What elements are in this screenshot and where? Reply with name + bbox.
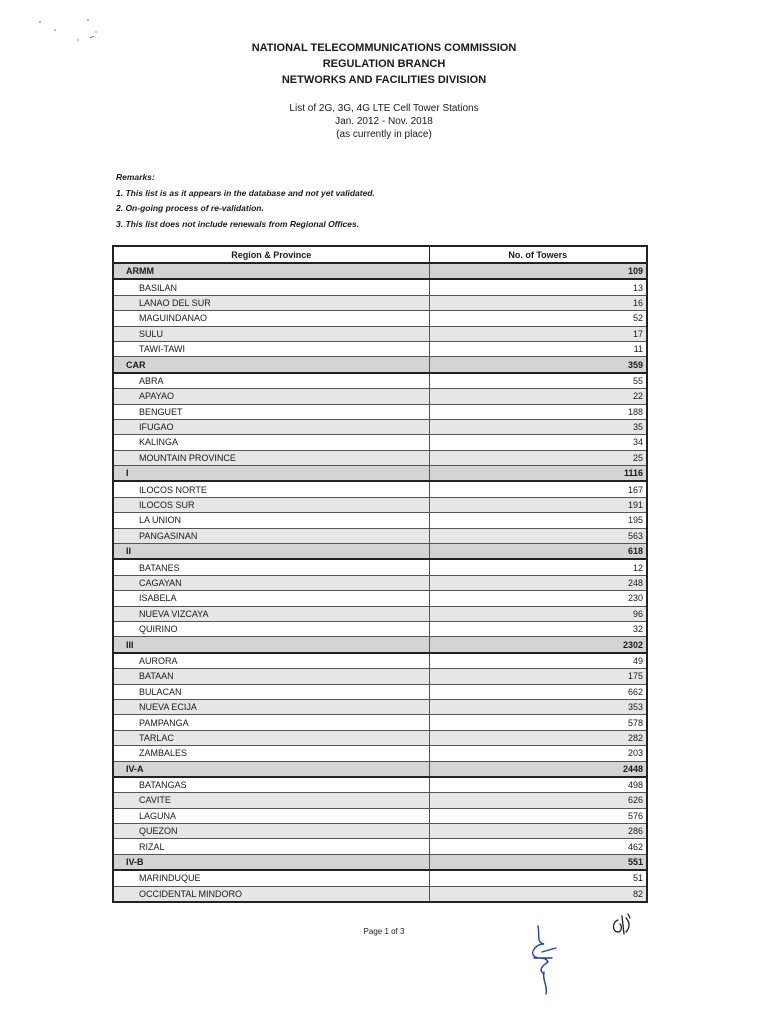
- tower-count: 175: [429, 669, 647, 684]
- tower-count: 191: [429, 497, 647, 512]
- province-name: BULACAN: [113, 684, 429, 699]
- remark-item: 3. This list does not include renewals from Regional Offices.: [116, 218, 360, 229]
- province-name: CAGAYAN: [113, 575, 429, 590]
- province-row: [113, 606, 647, 621]
- province-row: [113, 870, 647, 886]
- province-name: ZAMBALES: [113, 746, 429, 761]
- province-name: TARLAC: [113, 730, 429, 745]
- list-title: List of 2G, 3G, 4G LTE Cell Tower Stations: [289, 103, 479, 114]
- province-name: PAMPANGA: [113, 715, 429, 730]
- tower-count: 49: [429, 653, 647, 669]
- province-row: [113, 528, 647, 543]
- province-name: BENGUET: [113, 404, 429, 419]
- region-row: [113, 466, 647, 482]
- province-name: APAYAO: [113, 389, 429, 404]
- province-name: ILOCOS NORTE: [113, 481, 429, 497]
- province-row: [113, 839, 647, 854]
- tower-count: 34: [429, 435, 647, 450]
- tower-count: 12: [429, 559, 647, 575]
- division-name: NETWORKS AND FACILITIES DIVISION: [281, 74, 487, 86]
- province-name: CAVITE: [113, 793, 429, 808]
- column-header-region: Region & Province: [113, 246, 429, 263]
- tower-count: 11: [429, 341, 647, 356]
- province-row: [113, 435, 647, 450]
- tower-count: 563: [429, 528, 647, 543]
- document-subtitle: [0, 102, 768, 141]
- tower-count: 16: [429, 295, 647, 310]
- tower-count: 551: [429, 854, 647, 870]
- province-row: [113, 311, 647, 326]
- tower-count: 1116: [429, 466, 647, 482]
- tower-table: [112, 245, 648, 903]
- province-row: [113, 326, 647, 341]
- province-row: [113, 730, 647, 745]
- province-name: MOUNTAIN PROVINCE: [113, 450, 429, 465]
- province-row: [113, 559, 647, 575]
- province-name: PANGASINAN: [113, 528, 429, 543]
- tower-count: 13: [429, 279, 647, 295]
- tower-count: 618: [429, 544, 647, 560]
- region-row: [113, 854, 647, 870]
- province-name: BATAAN: [113, 669, 429, 684]
- region-row: [113, 544, 647, 560]
- province-row: [113, 808, 647, 823]
- tower-count: 578: [429, 715, 647, 730]
- province-row: [113, 824, 647, 839]
- province-name: ABRA: [113, 373, 429, 389]
- tower-count: 52: [429, 311, 647, 326]
- region-row: [113, 263, 647, 279]
- province-row: [113, 341, 647, 356]
- province-row: [113, 793, 647, 808]
- province-name: QUIRINO: [113, 621, 429, 636]
- tower-count: 55: [429, 373, 647, 389]
- tower-count: 82: [429, 886, 647, 902]
- province-row: [113, 886, 647, 902]
- tower-count: 51: [429, 870, 647, 886]
- document-header: [0, 40, 768, 88]
- province-name: BATANGAS: [113, 777, 429, 793]
- agency-name: NATIONAL TELECOMMUNICATIONS COMMISSION: [251, 42, 517, 54]
- province-name: NUEVA ECIJA: [113, 699, 429, 714]
- page-number: Page 1 of 3: [363, 927, 405, 936]
- tower-count: 498: [429, 777, 647, 793]
- province-name: BATANES: [113, 559, 429, 575]
- province-row: [113, 699, 647, 714]
- tower-count: 662: [429, 684, 647, 699]
- date-range: Jan. 2012 - Nov. 2018: [335, 116, 433, 127]
- province-row: [113, 684, 647, 699]
- province-row: [113, 777, 647, 793]
- tower-count: 22: [429, 389, 647, 404]
- province-name: MARINDUQUE: [113, 870, 429, 886]
- tower-count: 626: [429, 793, 647, 808]
- province-row: [113, 746, 647, 761]
- tower-count: 286: [429, 824, 647, 839]
- province-row: [113, 621, 647, 636]
- tower-count: 35: [429, 419, 647, 434]
- province-row: [113, 295, 647, 310]
- remark-item: 2. On-going process of re-validation.: [116, 203, 264, 213]
- tower-count: 576: [429, 808, 647, 823]
- remarks-title: Remarks:: [116, 172, 155, 182]
- tower-count: 230: [429, 591, 647, 606]
- tower-count: 109: [429, 263, 647, 279]
- tower-count: 195: [429, 513, 647, 528]
- tower-count: 462: [429, 839, 647, 854]
- region-name: IV-A: [113, 761, 429, 777]
- province-row: [113, 419, 647, 434]
- tower-count: 359: [429, 357, 647, 373]
- region-row: [113, 637, 647, 653]
- handwritten-initial-icon: [522, 922, 562, 998]
- province-row: [113, 715, 647, 730]
- region-name: III: [113, 637, 429, 653]
- province-name: LA UNION: [113, 513, 429, 528]
- region-name: CAR: [113, 357, 429, 373]
- region-name: II: [113, 544, 429, 560]
- status-note: (as currently in place): [336, 129, 432, 140]
- province-row: [113, 279, 647, 295]
- province-row: [113, 373, 647, 389]
- tower-count: 2448: [429, 761, 647, 777]
- province-name: LANAO DEL SUR: [113, 295, 429, 310]
- table-header-row: [113, 246, 647, 263]
- tower-count: 248: [429, 575, 647, 590]
- province-row: [113, 404, 647, 419]
- tower-count: 96: [429, 606, 647, 621]
- tower-count: 203: [429, 746, 647, 761]
- province-name: QUEZON: [113, 824, 429, 839]
- province-name: NUEVA VIZCAYA: [113, 606, 429, 621]
- province-name: LAGUNA: [113, 808, 429, 823]
- province-name: RIZAL: [113, 839, 429, 854]
- province-name: ISABELA: [113, 591, 429, 606]
- province-name: ILOCOS SUR: [113, 497, 429, 512]
- handwritten-mark-icon: [610, 912, 636, 940]
- province-row: [113, 575, 647, 590]
- province-row: [113, 591, 647, 606]
- tower-count: 25: [429, 450, 647, 465]
- region-name: IV-B: [113, 854, 429, 870]
- region-row: [113, 761, 647, 777]
- province-name: KALINGA: [113, 435, 429, 450]
- region-name: ARMM: [113, 263, 429, 279]
- province-row: [113, 450, 647, 465]
- province-row: [113, 653, 647, 669]
- province-name: SULU: [113, 326, 429, 341]
- province-row: [113, 513, 647, 528]
- tower-count: 32: [429, 621, 647, 636]
- tower-count: 2302: [429, 637, 647, 653]
- province-name: TAWI-TAWI: [113, 341, 429, 356]
- remarks-section: [116, 170, 375, 232]
- province-name: BASILAN: [113, 279, 429, 295]
- province-name: MAGUINDANAO: [113, 311, 429, 326]
- branch-name: REGULATION BRANCH: [322, 58, 446, 70]
- region-row: [113, 357, 647, 373]
- province-row: [113, 389, 647, 404]
- province-row: [113, 497, 647, 512]
- province-name: AURORA: [113, 653, 429, 669]
- tower-count: 188: [429, 404, 647, 419]
- tower-count: 167: [429, 481, 647, 497]
- tower-count: 353: [429, 699, 647, 714]
- column-header-towers: No. of Towers: [429, 246, 647, 263]
- scan-specks: [30, 12, 110, 52]
- table-body: [113, 263, 647, 902]
- province-name: IFUGAO: [113, 419, 429, 434]
- tower-count: 282: [429, 730, 647, 745]
- tower-count: 17: [429, 326, 647, 341]
- province-name: OCCIDENTAL MINDORO: [113, 886, 429, 902]
- province-row: [113, 481, 647, 497]
- region-name: I: [113, 466, 429, 482]
- province-row: [113, 669, 647, 684]
- remark-item: 1. This list is as it appears in the database and not yet validated.: [116, 187, 375, 198]
